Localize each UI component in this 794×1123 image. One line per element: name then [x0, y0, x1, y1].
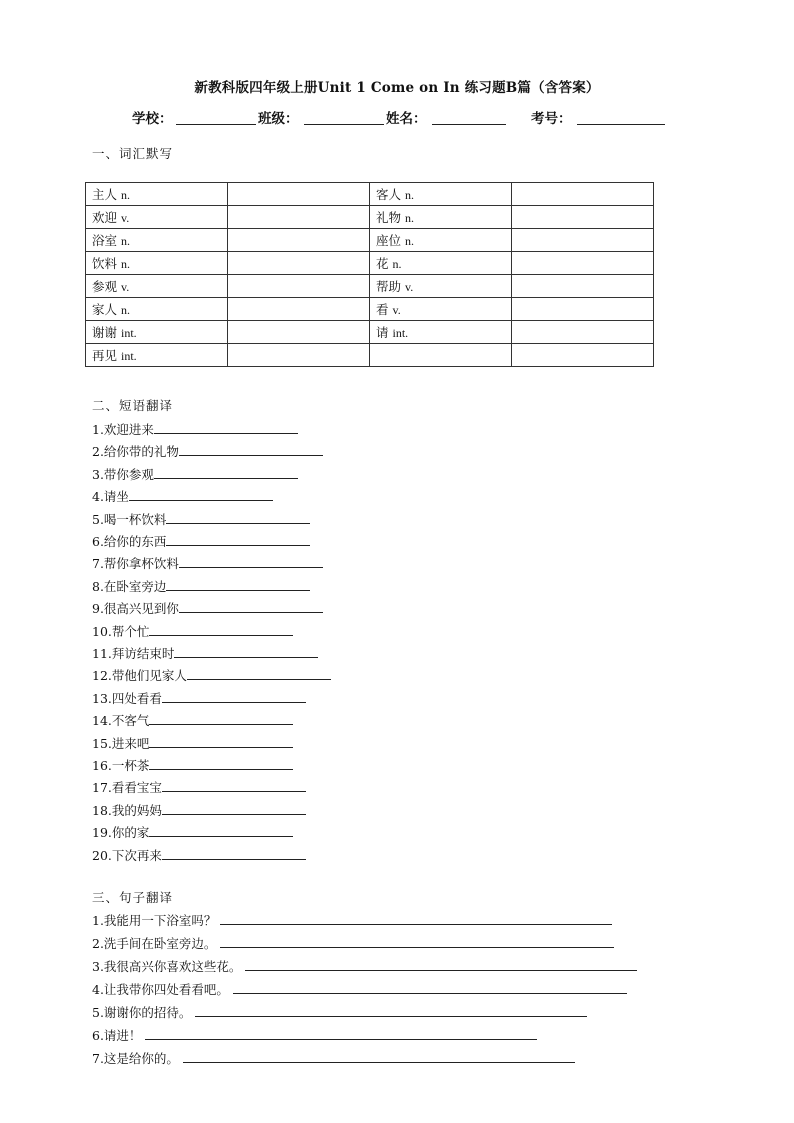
name-label: 姓名：: [386, 111, 427, 127]
phrase-prompt: 18.我的妈妈: [92, 802, 162, 818]
vocab-chinese: 家人: [92, 302, 118, 317]
phrase-answer-blank[interactable]: [149, 755, 293, 770]
vocab-row: [86, 252, 654, 275]
vocab-answer-cell[interactable]: [512, 298, 654, 321]
phrase-item: [92, 800, 306, 820]
vocab-answer-cell[interactable]: [228, 344, 370, 367]
vocab-chinese: 礼物: [376, 210, 402, 225]
phrase-prompt: 4.请坐: [92, 489, 129, 505]
phrase-item: [92, 621, 293, 641]
vocab-prompt-cell: [370, 275, 512, 298]
phrase-answer-blank[interactable]: [149, 621, 293, 636]
vocab-answer-cell[interactable]: [228, 298, 370, 321]
phrase-prompt: 6.给你的东西: [92, 534, 167, 549]
section-sentences-heading: 三、句子翻译: [92, 890, 174, 905]
phrase-answer-blank[interactable]: [179, 441, 323, 456]
phrase-answer-blank[interactable]: [166, 576, 310, 591]
vocab-part-of-speech: n.: [121, 188, 130, 202]
vocab-row: [86, 275, 654, 298]
vocab-chinese: 请: [376, 325, 389, 340]
phrase-item: [92, 665, 331, 685]
vocab-answer-cell[interactable]: [228, 252, 370, 275]
phrase-answer-blank[interactable]: [166, 509, 310, 524]
phrase-item: [92, 509, 310, 529]
vocab-chinese: 再见: [92, 348, 118, 363]
sentence-answer-blank[interactable]: [183, 1048, 575, 1063]
sentence-item: [92, 1025, 537, 1045]
sentence-prompt: 4.让我带你四处看看吧。: [92, 982, 229, 997]
vocab-prompt-cell: [370, 298, 512, 321]
phrase-answer-blank[interactable]: [154, 419, 298, 434]
section-phrases-heading: 二、短语翻译: [92, 398, 174, 413]
vocab-answer-cell[interactable]: [228, 275, 370, 298]
sentence-prompt: 2.洗手间在卧室旁边。: [92, 936, 217, 951]
sentence-answer-blank[interactable]: [145, 1025, 537, 1040]
vocab-part-of-speech: v.: [392, 303, 401, 317]
phrase-answer-blank[interactable]: [149, 822, 293, 837]
sentence-item: [92, 1048, 575, 1068]
phrase-prompt: 1.欢迎进来: [92, 422, 154, 437]
vocab-row: [86, 298, 654, 321]
school-blank[interactable]: [176, 124, 256, 125]
phrase-answer-blank[interactable]: [162, 777, 306, 792]
vocab-chinese: 客人: [376, 187, 402, 202]
phrase-item: [92, 486, 273, 506]
phrase-prompt: 15.进来吧: [92, 735, 150, 751]
vocab-prompt-cell: [86, 275, 228, 298]
number-blank[interactable]: [577, 124, 665, 125]
phrase-answer-blank[interactable]: [162, 845, 306, 860]
vocab-chinese: 欢迎: [92, 210, 118, 225]
vocab-answer-cell[interactable]: [228, 183, 370, 206]
vocab-part-of-speech: int.: [392, 326, 409, 340]
phrase-answer-blank[interactable]: [154, 464, 298, 479]
phrase-prompt: 9.很高兴见到你: [92, 601, 179, 617]
class-label: 班级：: [258, 111, 299, 127]
vocab-chinese: 看: [376, 302, 389, 317]
vocab-chinese: 饮料: [92, 256, 118, 271]
vocab-chinese: 浴室: [92, 233, 118, 248]
sentence-prompt: 1.我能用一下浴室吗？: [92, 913, 217, 928]
phrase-answer-blank[interactable]: [162, 800, 306, 815]
vocab-row: [86, 206, 654, 229]
vocab-part-of-speech: n.: [405, 234, 414, 248]
phrase-prompt: 19.你的家: [92, 825, 150, 841]
vocab-part-of-speech: n.: [392, 257, 402, 271]
phrase-item: [92, 822, 293, 842]
phrase-answer-blank[interactable]: [166, 531, 310, 546]
number-label: 考号：: [531, 111, 572, 127]
phrase-item: [92, 755, 293, 775]
phrase-prompt: 3.带你参观: [92, 466, 154, 482]
phrase-answer-blank[interactable]: [174, 643, 318, 658]
vocab-chinese: 主人: [92, 187, 118, 202]
vocab-chinese: 座位: [376, 233, 402, 248]
phrase-answer-blank[interactable]: [149, 710, 293, 725]
phrase-answer-blank[interactable]: [149, 733, 293, 748]
school-label: 学校：: [132, 111, 173, 127]
vocab-part-of-speech: int.: [121, 326, 137, 340]
page-title: 新教科版四年级上册Unit 1 Come on In 练习题B篇（含答案）: [194, 80, 600, 96]
phrase-prompt: 2.给你带的礼物: [92, 444, 179, 460]
vocab-row: [86, 229, 654, 252]
phrase-prompt: 8.在卧室旁边: [92, 578, 167, 594]
phrase-prompt: 11.拜访结束时: [92, 646, 175, 661]
phrase-prompt: 13.四处看看: [92, 690, 162, 706]
phrase-prompt: 16.一杯茶: [92, 758, 150, 773]
vocab-row: [86, 321, 654, 344]
sentence-answer-blank[interactable]: [233, 979, 627, 994]
phrase-item: [92, 777, 306, 797]
vocab-prompt-cell: [86, 344, 228, 367]
vocab-prompt-cell: [370, 229, 512, 252]
vocab-answer-cell[interactable]: [512, 229, 654, 252]
vocab-chinese: 帮助: [376, 279, 402, 294]
vocab-part-of-speech: n.: [405, 211, 414, 225]
phrase-answer-blank[interactable]: [129, 486, 273, 501]
sentence-item: [92, 979, 627, 999]
vocab-answer-cell[interactable]: [512, 275, 654, 298]
sentence-answer-blank[interactable]: [245, 956, 637, 971]
phrase-answer-blank[interactable]: [187, 665, 331, 680]
vocab-prompt-cell: [86, 321, 228, 344]
sentence-prompt: 3.我很高兴你喜欢这些花。: [92, 959, 242, 974]
vocab-empty-cell: [370, 344, 512, 367]
vocab-prompt-cell: [370, 252, 512, 275]
vocab-table: [85, 182, 654, 367]
vocab-empty-cell: [512, 344, 654, 367]
phrase-item: [92, 576, 310, 596]
phrase-item: [92, 419, 298, 439]
sentence-item: [92, 933, 614, 953]
vocab-answer-cell[interactable]: [512, 206, 654, 229]
vocab-part-of-speech: n.: [405, 188, 414, 202]
vocab-prompt-cell: [370, 206, 512, 229]
vocab-prompt-cell: [370, 321, 512, 344]
sentence-answer-blank[interactable]: [195, 1002, 587, 1017]
vocab-part-of-speech: n.: [121, 234, 130, 248]
vocab-part-of-speech: v.: [121, 280, 130, 294]
vocab-row: [86, 183, 654, 206]
phrase-item: [92, 733, 293, 753]
phrase-prompt: 5.喝一杯饮料: [92, 511, 167, 527]
name-blank[interactable]: [432, 124, 506, 125]
vocab-prompt-cell: [86, 252, 228, 275]
phrase-prompt: 7.帮你拿杯饮料: [92, 556, 179, 572]
vocab-part-of-speech: int.: [121, 349, 137, 363]
phrase-prompt: 20.下次再来: [92, 847, 162, 863]
vocab-chinese: 参观: [92, 279, 118, 294]
vocab-answer-cell[interactable]: [228, 229, 370, 252]
vocab-chinese: 谢谢: [92, 325, 118, 340]
phrase-prompt: 12.带他们见家人: [92, 668, 187, 684]
phrase-item: [92, 531, 310, 551]
vocab-prompt-cell: [86, 183, 228, 206]
vocab-answer-cell[interactable]: [228, 321, 370, 344]
phrase-item: [92, 553, 323, 573]
vocab-answer-cell[interactable]: [512, 183, 654, 206]
phrase-answer-blank[interactable]: [179, 553, 323, 568]
sentence-answer-blank[interactable]: [220, 933, 614, 948]
vocab-part-of-speech: n.: [121, 303, 130, 317]
phrase-prompt: 10.帮个忙: [92, 623, 150, 639]
vocab-part-of-speech: v.: [121, 211, 130, 225]
vocab-chinese: 花: [376, 256, 389, 271]
phrase-prompt: 14.不客气: [92, 713, 150, 729]
phrase-item: [92, 845, 306, 865]
phrase-prompt: 17.看看宝宝: [92, 780, 162, 796]
sentence-prompt: 6.请进！: [92, 1028, 142, 1043]
vocab-prompt-cell: [86, 298, 228, 321]
sentence-prompt: 5.谢谢你的招待。: [92, 1005, 192, 1020]
phrase-item: [92, 688, 306, 708]
sentence-item: [92, 910, 612, 930]
vocab-answer-cell[interactable]: [512, 252, 654, 275]
phrase-item: [92, 710, 293, 730]
vocab-prompt-cell: [370, 183, 512, 206]
phrase-item: [92, 464, 298, 484]
vocab-prompt-cell: [86, 206, 228, 229]
class-blank[interactable]: [304, 124, 384, 125]
vocab-row: [86, 344, 654, 367]
sentence-item: [92, 1002, 587, 1022]
vocab-prompt-cell: [86, 229, 228, 252]
section-vocab-heading: 一、词汇默写: [92, 146, 174, 161]
sentence-answer-blank[interactable]: [220, 910, 612, 925]
phrase-answer-blank[interactable]: [179, 598, 323, 613]
sentence-item: [92, 956, 637, 976]
vocab-answer-cell[interactable]: [228, 206, 370, 229]
phrase-item: [92, 643, 318, 663]
vocab-part-of-speech: n.: [121, 257, 130, 271]
phrase-answer-blank[interactable]: [162, 688, 306, 703]
phrase-item: [92, 598, 323, 618]
vocab-answer-cell[interactable]: [512, 321, 654, 344]
vocab-part-of-speech: v.: [405, 280, 414, 294]
phrase-item: [92, 441, 323, 461]
student-info-row: [0, 107, 794, 127]
sentence-prompt: 7.这是给你的。: [92, 1051, 179, 1066]
